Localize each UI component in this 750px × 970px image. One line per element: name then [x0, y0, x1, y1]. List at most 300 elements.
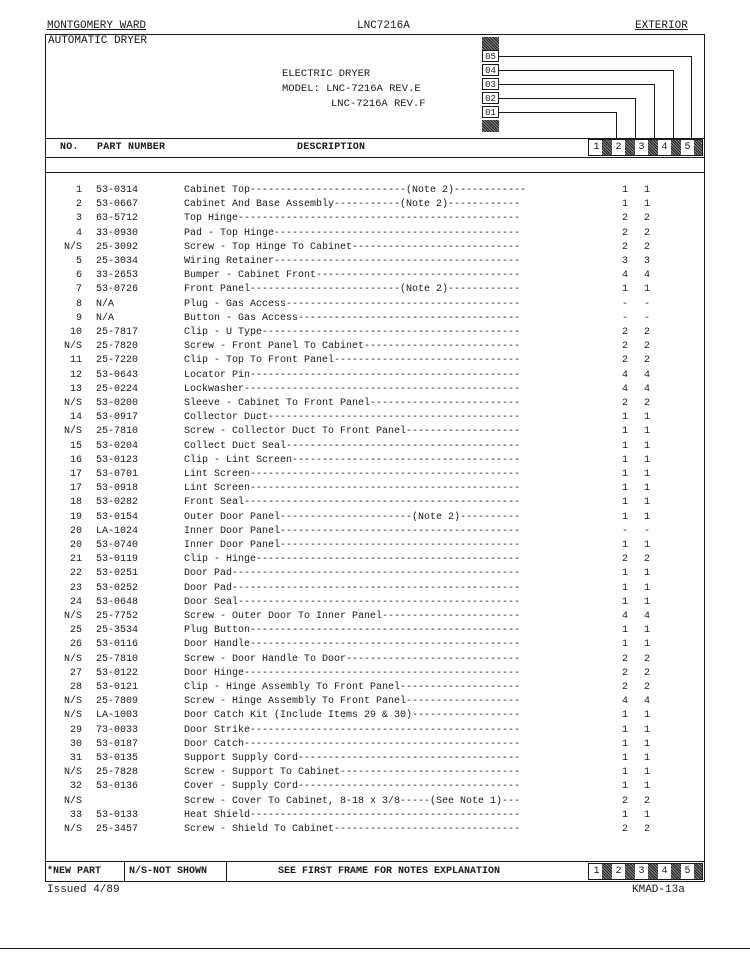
part-description: Screw - Door Handle To Door----------------------------- [184, 653, 521, 665]
part-number: 53-0187 [96, 738, 139, 750]
revision-box-03: 03 [482, 78, 499, 90]
part-number: 25-7810 [96, 426, 139, 438]
title-line-3: LNC-7216A REV.F [331, 98, 426, 110]
qty-column-header [588, 139, 703, 156]
part-number: 53-0122 [96, 667, 139, 679]
part-item-number: 1 [75, 185, 82, 196]
qty-foot-col-4: 4 [661, 866, 668, 877]
title-line-1: ELECTRIC DRYER [282, 68, 371, 80]
part-item-number: 22 [69, 568, 82, 580]
part-number: 25-7752 [96, 611, 139, 622]
part-item-number: 26 [69, 639, 82, 651]
qty-foot-shade-3 [648, 864, 658, 879]
parts-row [46, 354, 666, 368]
rev-connector-01 [499, 112, 616, 113]
part-item-number: 33 [69, 809, 82, 821]
part-description: Door Pad------------------------------------------------ [184, 582, 521, 594]
part-number: 53-0121 [96, 682, 139, 693]
part-qty-2: 4 [643, 270, 650, 282]
part-description: Screw - Front Panel To Cabinet-------------------------- [184, 341, 521, 353]
part-qty-2: 1 [643, 284, 650, 296]
part-qty-2: 1 [643, 454, 650, 466]
parts-row [46, 582, 666, 596]
qty-col-2: 2 [615, 142, 622, 153]
parts-row [46, 184, 666, 198]
part-qty-2: 4 [643, 696, 650, 708]
doc-code: LNC7216A [357, 20, 410, 32]
part-description: Support Supply Cord------------------------------------- [184, 753, 521, 764]
header-rule-bottom [45, 157, 705, 158]
part-description: Lint Screen--------------------------------------------- [184, 469, 521, 480]
parts-row [46, 425, 666, 439]
part-qty-2: 1 [643, 724, 650, 736]
parts-row [46, 567, 666, 581]
rev-connector-02 [499, 98, 635, 99]
part-number: 53-0314 [96, 185, 139, 196]
revision-box-04: 04 [482, 64, 499, 76]
part-item-number: 29 [69, 724, 82, 736]
part-description: Locator Pin--------------------------------------------- [184, 369, 521, 381]
part-description: Lockwasher---------------------------------------------- [184, 383, 521, 395]
part-qty-2: 1 [643, 753, 650, 764]
part-qty-1: 1 [621, 625, 628, 637]
qty-foot-col-3: 3 [638, 866, 645, 877]
part-qty-1: 1 [621, 738, 628, 750]
part-qty-2: 1 [643, 568, 650, 580]
part-number: 53-0917 [96, 412, 139, 424]
part-number: 53-0119 [96, 554, 139, 566]
part-description: Front Panel-------------------------(Note 2)------------ [184, 284, 521, 296]
column-header-part-number: PART NUMBER [97, 142, 166, 153]
part-number: 53-0643 [96, 369, 139, 381]
part-qty-1: 2 [621, 667, 628, 679]
part-item-number: N/S [63, 426, 82, 438]
part-qty-2: 2 [643, 327, 650, 338]
parts-row [46, 596, 666, 610]
part-description: Collect Duct Seal--------------------------------------- [184, 440, 521, 452]
brand: MONTGOMERY WARD [47, 20, 147, 32]
part-item-number: 23 [69, 582, 82, 594]
part-item-number: N/S [63, 710, 82, 722]
part-number: 63-5712 [96, 213, 139, 225]
part-description: Collector Duct------------------------------------------ [184, 412, 521, 424]
qty-foot-col-5: 5 [684, 866, 691, 877]
part-number: 25-7810 [96, 653, 139, 665]
parts-row [46, 738, 666, 752]
part-item-number: N/S [63, 653, 82, 665]
part-qty-2: 4 [643, 611, 650, 622]
parts-row [46, 468, 666, 482]
part-number: 25-7820 [96, 341, 139, 353]
part-qty-1: 1 [621, 426, 628, 438]
part-description: Door Hinge---------------------------------------------- [184, 667, 521, 679]
part-qty-1: 2 [621, 355, 628, 367]
part-qty-1: 2 [621, 213, 628, 225]
part-qty-1: 1 [621, 185, 628, 196]
parts-row [46, 809, 666, 823]
parts-row [46, 724, 666, 738]
part-number: 53-0123 [96, 454, 139, 466]
part-qty-1: 2 [621, 554, 628, 566]
part-qty-2: 1 [643, 582, 650, 594]
part-item-number: 4 [75, 227, 82, 239]
rev-connector-05-drop [691, 56, 692, 140]
part-qty-2: 1 [643, 483, 650, 495]
issued-date: Issued 4/89 [47, 884, 120, 896]
parts-row [46, 241, 666, 255]
part-qty-1: 4 [621, 369, 628, 381]
part-qty-1: 1 [621, 767, 628, 779]
parts-row [46, 653, 666, 667]
part-description: Clip - Top To Front Panel------------------------------- [184, 355, 521, 367]
part-item-number: 16 [69, 454, 82, 466]
part-item-number: N/S [63, 824, 82, 835]
part-number: 53-0204 [96, 440, 139, 452]
parts-row [46, 695, 666, 709]
part-number: 53-0251 [96, 568, 139, 580]
part-qty-2: 1 [643, 540, 650, 551]
part-qty-2: 1 [643, 738, 650, 750]
part-description: Pad - Top Hinge----------------------------------------- [184, 227, 521, 239]
parts-row [46, 496, 666, 510]
part-item-number: 21 [69, 554, 82, 566]
part-item-number: 15 [69, 440, 82, 452]
qty-foot-shade-2 [625, 864, 635, 879]
part-item-number: 14 [69, 412, 82, 424]
part-description: Screw - Hinge Assembly To Front Panel------------------- [184, 696, 521, 708]
parts-row [46, 525, 666, 539]
qty-foot-shade-1 [602, 864, 612, 879]
part-qty-1: 1 [621, 412, 628, 424]
part-item-number: 25 [69, 625, 82, 637]
part-qty-2: 2 [643, 824, 650, 835]
part-item-number: 13 [69, 383, 82, 395]
part-item-number: 30 [69, 738, 82, 750]
qty-col-4: 4 [661, 142, 668, 153]
part-number: 25-7220 [96, 355, 139, 367]
part-qty-2: 2 [643, 213, 650, 225]
part-item-number: 2 [75, 199, 82, 211]
part-description: Door Handle--------------------------------------------- [184, 639, 521, 651]
part-qty-1: 1 [621, 596, 628, 608]
revision-box-05: 05 [482, 50, 499, 62]
part-item-number: 3 [75, 213, 82, 225]
part-description: Cabinet Top--------------------------(Note 2)------------ [184, 185, 527, 196]
revision-box-02: 02 [482, 92, 499, 104]
section-name: EXTERIOR [635, 20, 688, 32]
column-header-no: NO. [60, 142, 79, 153]
parts-row [46, 511, 666, 525]
part-qty-2: 1 [643, 511, 650, 523]
column-header-description: DESCRIPTION [297, 142, 366, 153]
part-qty-1: 4 [621, 611, 628, 622]
part-number: 25-7817 [96, 327, 139, 338]
part-description: Bumper - Cabinet Front---------------------------------- [184, 270, 521, 282]
part-qty-2: 2 [643, 355, 650, 367]
part-qty-2: 2 [643, 554, 650, 566]
part-qty-1: 2 [621, 824, 628, 835]
part-qty-2: 1 [643, 199, 650, 211]
parts-row [46, 255, 666, 269]
parts-row [46, 212, 666, 226]
part-qty-2: 2 [643, 653, 650, 665]
part-item-number: 19 [69, 511, 82, 523]
part-number: LA-1024 [96, 525, 139, 537]
part-qty-1: 2 [621, 653, 628, 665]
part-qty-1: 1 [621, 284, 628, 296]
part-description: Screw - Collector Duct To Front Panel------------------- [184, 426, 521, 438]
part-number: N/A [96, 298, 115, 310]
part-qty-2: 1 [643, 426, 650, 438]
part-item-number: 7 [75, 284, 82, 296]
part-item-number: N/S [63, 398, 82, 409]
part-description: Inner Door Panel---------------------------------------- [184, 525, 521, 537]
part-description: Clip - Lint Screen-------------------------------------- [184, 454, 521, 466]
part-qty-2: 4 [643, 369, 650, 381]
part-qty-1: 1 [621, 511, 628, 523]
part-qty-1: 4 [621, 383, 628, 395]
part-qty-2: 1 [643, 596, 650, 608]
part-number: 25-7809 [96, 696, 139, 708]
qty-foot-shade-5 [694, 864, 702, 879]
part-description: Button - Gas Access------------------------------------- [184, 312, 521, 324]
part-number: 53-0701 [96, 469, 139, 480]
rev-connector-02-drop [635, 98, 636, 140]
qty-col-shade-4 [671, 140, 681, 155]
part-qty-1: 1 [621, 540, 628, 551]
part-item-number: N/S [63, 611, 82, 622]
part-description: Sleeve - Cabinet To Front Panel------------------------- [184, 398, 521, 409]
parts-row [46, 411, 666, 425]
part-description: Outer Door Panel----------------------(Note 2)---------- [184, 511, 521, 523]
part-item-number: N/S [63, 767, 82, 779]
part-qty-1: 2 [621, 327, 628, 338]
qty-col-shade-1 [602, 140, 612, 155]
part-number: 53-0136 [96, 781, 139, 793]
parts-row [46, 454, 666, 468]
part-description: Clip - Hinge-------------------------------------------- [184, 554, 521, 566]
part-qty-2: 1 [643, 185, 650, 196]
part-qty-2: 2 [643, 667, 650, 679]
part-description: Screw - Cover To Cabinet, 8-18 x 3/8-----(See Note 1)--- [184, 795, 521, 807]
qty-foot-col-2: 2 [615, 866, 622, 877]
part-number: 25-3457 [96, 824, 139, 835]
part-qty-2: 1 [643, 625, 650, 637]
part-number: 53-0252 [96, 582, 139, 594]
part-item-number: 20 [69, 525, 82, 537]
part-qty-1: 1 [621, 639, 628, 651]
part-qty-1: 1 [621, 568, 628, 580]
part-qty-1: 1 [621, 781, 628, 793]
parts-row [46, 539, 666, 553]
part-description: Door Seal----------------------------------------------- [184, 596, 521, 608]
parts-row [46, 638, 666, 652]
part-qty-1: 3 [621, 256, 628, 267]
part-qty-1: 1 [621, 497, 628, 509]
part-item-number: 28 [69, 682, 82, 693]
part-number: 53-0740 [96, 540, 139, 551]
part-description: Screw - Top Hinge To Cabinet---------------------------- [184, 241, 521, 253]
part-number: 25-7828 [96, 767, 139, 779]
part-number: 53-0200 [96, 398, 139, 409]
parts-row [46, 681, 666, 695]
part-qty-2: 4 [643, 383, 650, 395]
title-line-2: MODEL: LNC-7216A REV.E [282, 83, 421, 95]
parts-row [46, 624, 666, 638]
part-item-number: 31 [69, 753, 82, 764]
part-qty-1: 4 [621, 270, 628, 282]
part-qty-2: 2 [643, 227, 650, 239]
part-qty-1: 1 [621, 440, 628, 452]
part-item-number: 17 [69, 483, 82, 495]
part-qty-1: 1 [621, 724, 628, 736]
part-qty-1: 1 [621, 809, 628, 821]
new-part-legend: *NEW PART [47, 866, 102, 877]
qty-col-3: 3 [638, 142, 645, 153]
rev-connector-03 [499, 84, 654, 85]
part-description: Cabinet And Base Assembly-----------(Note 2)------------ [184, 199, 521, 211]
part-qty-2: 2 [643, 682, 650, 693]
part-description: Screw - Shield To Cabinet------------------------------- [184, 824, 521, 835]
part-number: 25-0224 [96, 383, 139, 395]
part-qty-1: 2 [621, 682, 628, 693]
part-qty-1: 1 [621, 454, 628, 466]
part-number: 53-0154 [96, 511, 139, 523]
qty-col-shade-2 [625, 140, 635, 155]
parts-row [46, 823, 666, 837]
part-description: Top Hinge----------------------------------------------- [184, 213, 521, 225]
part-item-number: N/S [63, 241, 82, 253]
part-qty-1: 2 [621, 795, 628, 807]
parts-row [46, 709, 666, 723]
parts-row [46, 795, 666, 809]
part-item-number: N/S [63, 696, 82, 708]
parts-row [46, 269, 666, 283]
part-qty-1: 1 [621, 469, 628, 480]
qty-col-shade-5 [694, 140, 702, 155]
part-number: LA-1003 [96, 710, 139, 722]
qty-col-5: 5 [684, 142, 691, 153]
page-code: KMAD-13a [632, 884, 685, 896]
part-qty-2: 2 [643, 341, 650, 353]
part-description: Heat Shield--------------------------------------------- [184, 809, 521, 821]
parts-row [46, 440, 666, 454]
parts-row [46, 610, 666, 624]
rev-shade-top [482, 37, 499, 50]
parts-row [46, 340, 666, 354]
part-qty-1: - [621, 312, 628, 324]
part-number: 53-0667 [96, 199, 139, 211]
table-start-rule [45, 172, 705, 173]
part-qty-1: 1 [621, 199, 628, 211]
parts-row [46, 397, 666, 411]
part-description: Plug - Gas Access--------------------------------------- [184, 298, 521, 310]
rev-shade-bottom [482, 120, 499, 132]
rev-connector-01-drop [616, 112, 617, 140]
part-description: Door Pad------------------------------------------------ [184, 568, 521, 580]
not-shown-legend: N/S-NOT SHOWN [129, 866, 208, 877]
qty-col-1: 1 [593, 142, 600, 153]
part-qty-1: 2 [621, 241, 628, 253]
part-qty-2: 2 [643, 398, 650, 409]
notes-explanation: SEE FIRST FRAME FOR NOTES EXPLANATION [278, 866, 501, 877]
part-item-number: 6 [75, 270, 82, 282]
part-number: 33-2653 [96, 270, 139, 282]
part-description: Door Catch---------------------------------------------- [184, 738, 521, 750]
part-qty-2: 1 [643, 497, 650, 509]
part-description: Wiring Retainer----------------------------------------- [184, 256, 521, 267]
part-number: 73-0033 [96, 724, 139, 736]
parts-row [46, 752, 666, 766]
part-item-number: 20 [69, 540, 82, 551]
part-qty-2: 1 [643, 767, 650, 779]
part-item-number: 27 [69, 667, 82, 679]
part-item-number: 12 [69, 369, 82, 381]
part-qty-2: 1 [643, 469, 650, 480]
part-qty-1: 2 [621, 341, 628, 353]
qty-column-footer [588, 863, 703, 880]
part-description: Front Seal---------------------------------------------- [184, 497, 521, 509]
part-item-number: 17 [69, 469, 82, 480]
part-description: Clip - U Type------------------------------------------- [184, 327, 521, 338]
part-qty-2: - [643, 312, 650, 324]
part-description: Screw - Outer Door To Inner Panel----------------------- [184, 611, 521, 622]
part-item-number: 32 [69, 781, 82, 793]
part-qty-2: - [643, 525, 650, 537]
part-item-number: 10 [69, 327, 82, 338]
part-qty-2: 2 [643, 795, 650, 807]
part-number: 25-3534 [96, 625, 139, 637]
part-item-number: 9 [75, 312, 82, 324]
parts-row [46, 667, 666, 681]
rev-connector-03-drop [654, 84, 655, 140]
part-number: 53-0135 [96, 753, 139, 764]
parts-row [46, 383, 666, 397]
part-qty-1: 2 [621, 398, 628, 409]
part-qty-1: - [621, 525, 628, 537]
parts-row [46, 198, 666, 212]
rev-connector-04-drop [673, 70, 674, 140]
part-qty-2: 1 [643, 639, 650, 651]
parts-row [46, 326, 666, 340]
part-item-number: N/S [63, 341, 82, 353]
part-qty-1: 1 [621, 753, 628, 764]
parts-row [46, 283, 666, 297]
part-description: Lint Screen--------------------------------------------- [184, 483, 521, 495]
part-qty-2: 1 [643, 809, 650, 821]
part-qty-2: 1 [643, 781, 650, 793]
revision-box-01: 01 [482, 106, 499, 118]
product-name: AUTOMATIC DRYER [48, 35, 148, 47]
part-item-number: N/S [63, 795, 82, 807]
part-item-number: 8 [75, 298, 82, 310]
part-number: 33-0930 [96, 227, 139, 239]
parts-row [46, 312, 666, 326]
footer-divider-2 [226, 861, 227, 881]
part-item-number: 18 [69, 497, 82, 509]
part-description: Cover - Supply Cord------------------------------------- [184, 781, 521, 793]
parts-row [46, 780, 666, 794]
qty-foot-shade-4 [671, 864, 681, 879]
part-description: Door Catch Kit (Include Items 29 & 30)------------------ [184, 710, 521, 722]
rev-connector-04 [499, 70, 673, 71]
parts-row [46, 227, 666, 241]
parts-row [46, 553, 666, 567]
parts-row [46, 298, 666, 312]
part-qty-1: 1 [621, 483, 628, 495]
footer-divider-1 [124, 861, 125, 881]
part-description: Screw - Support To Cabinet------------------------------ [184, 767, 521, 779]
